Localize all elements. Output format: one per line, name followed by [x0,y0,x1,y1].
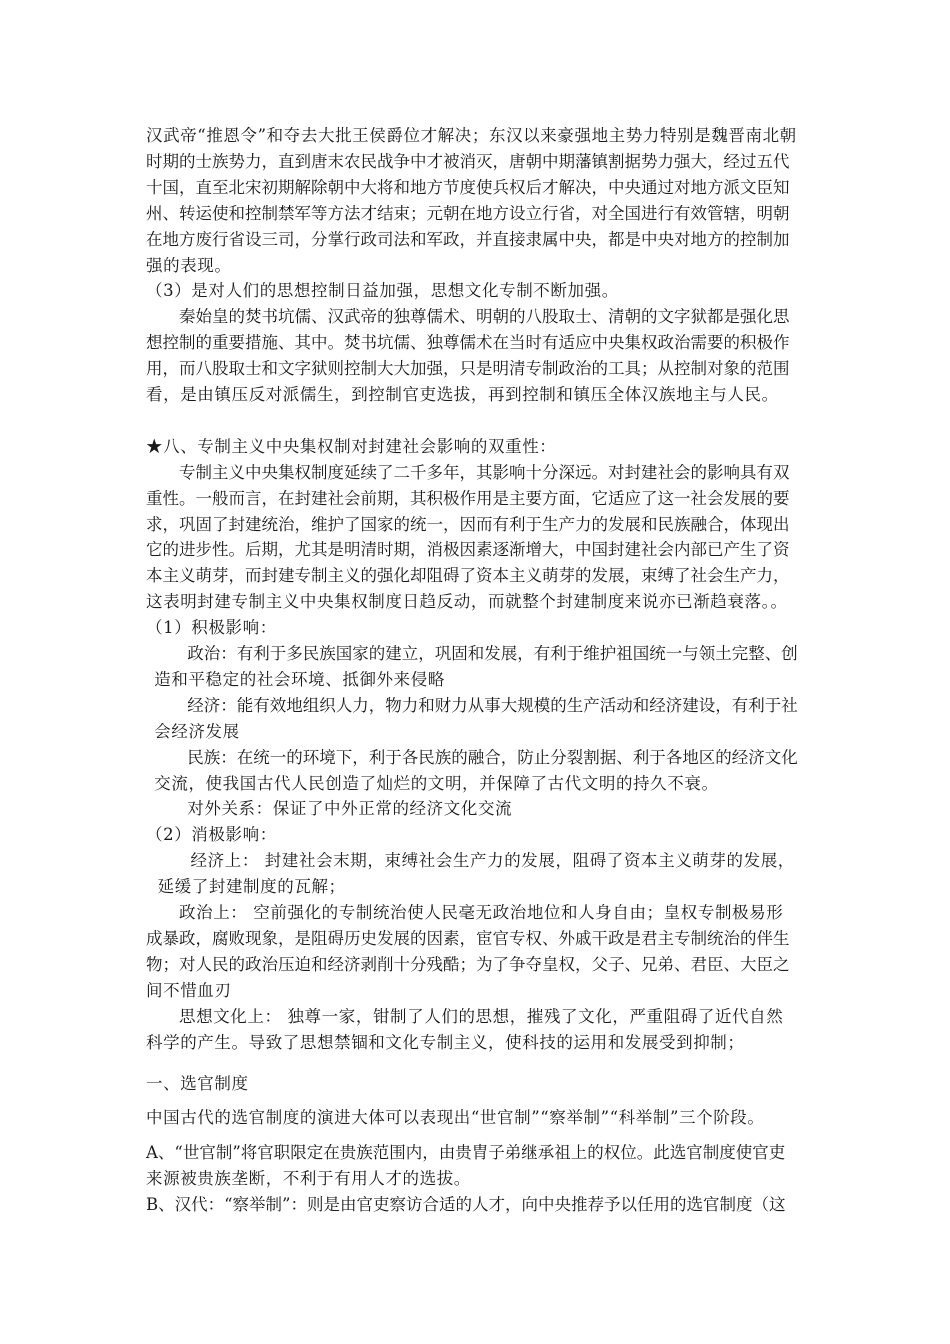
text-line: 专制主义中央集权制度延续了二千多年，其影响十分深远。对封建社会的影响具有双 [179,462,790,482]
text-line: ★八、专制主义中央集权制对封建社会影响的双重性： [146,436,557,456]
section-line-a2: 来源被贵族垄断，不利于有用人才的选拔。 [146,1169,471,1188]
text-line: 民族：在统一的环境下，利于各民族的融合，防止分裂割据、利于各地区的经济文化 [187,747,798,767]
text-line: 看，是由镇压反对派儒生，到控制官吏选拔，再到控制和镇压全体汉族地主与人民。 [146,385,779,404]
text-line: 成暴政，腐败现象，是阻碍历史发展的因素，宦官专权、外戚干政是君主专制统治的伴生 [146,928,790,948]
text-line: 汉武帝“推恩令”和夺去大批王侯爵位才解决；东汉以来豪强地主势力特别是魏晋南北朝 [146,126,797,145]
text-line: 秦始皇的焚书坑儒、汉武帝的独尊儒术、明朝的八股取士、清朝的文字狱都是强化思 [179,307,790,327]
text-line: 延缓了封建制度的瓦解； [157,877,346,897]
text-line: 在地方废行省设三司，分掌行政司法和军政，并直接隶属中央，都是中央对地方的控制加 [146,229,790,249]
text-line: 州、转运使和控制禁军等方法才结束；元朝在地方设立行省，对全国进行有效管辖，明朝 [146,203,790,223]
text-line: 交流，使我国古代人民创造了灿烂的文明，并保障了古代文明的持久不衰。 [154,773,719,793]
text-line: 政治：有利于多民族国家的建立，巩固和发展，有利于维护祖国统一与领土完整、创 [187,644,798,663]
section-line-b1: B、汉代：“察举制”：则是由官吏察访合适的人才，向中央推荐予以任用的选官制度（这 [146,1195,786,1214]
text-line: 强的表现。 [146,255,232,275]
text-line: 间不惜血刃 [146,980,232,1000]
text-line: 经济：能有效地组织人力，物力和财力从事大规模的生产活动和经济建设，有利于社 [187,695,798,715]
text-line: 经济上： 封建社会末期，束缚社会生产力的发展，阻碍了资本主义萌芽的发展， [190,851,795,871]
text-line: 对外关系：保证了中外正常的经济文化交流 [187,799,513,819]
section-line-a1: A、“世官制”将官职限定在贵族范围内，由贵胄子弟继承祖上的权位。此选官制度使官吏 [146,1143,786,1162]
text-line: 科学的产生。导致了思想禁锢和文化专制主义，使科技的运用和发展受到抑制； [146,1032,745,1052]
text-line: （3）是对人们的思想控制日益加强，思想文化专制不断加强。 [146,281,619,301]
text-line: 会经济发展 [154,721,240,741]
text-line: 造和平稳定的社会环境、抵御外来侵略 [154,669,445,689]
text-line: 重性。一般而言，在封建社会前期，其积极作用是主要方面，它适应了这一社会发展的要 [146,488,790,508]
text-line: 想控制的重要措施、其中。焚书坑儒、独尊儒术在当时有适应中央集权政治需要的积极作 [146,333,790,353]
text-line: （1）积极影响： [146,618,277,638]
text-line: 政治上： 空前强化的专制统治使人民毫无政治地位和人身自由；皇权专制极易形 [179,903,784,922]
text-line: 十国，直至北宋初期解除朝中大将和地方节度使兵权后才解决，中央通过对地方派文臣知 [146,177,790,197]
text-line: 物；对人民的政治压迫和经济剥削十分残酷；为了争夺皇权，父子、兄弟、君臣、大臣之 [146,954,790,974]
text-line: 用，而八股取士和文字狱则控制大大加强，只是明清专制政治的工具；从控制对象的范围 [146,359,790,379]
section-intro: 中国古代的选官制度的演进大体可以表现出“世官制”“察举制”“科举制”三个阶段。 [146,1108,765,1127]
text-line: 这表明封建专制主义中央集权制度日趋反动，而就整个封建制度来说亦已渐趋衰落。。 [146,592,788,612]
section-title: 一、选官制度 [146,1074,249,1093]
text-line: 它的进步性。后期，尤其是明清时期，消极因素逐渐增大，中国封建社会内部已产生了资 [146,540,790,560]
text-line: 时期的士族势力，直到唐末农民战争中才被消灭，唐朝中期藩镇割据势力强大，经过五代 [146,151,790,171]
text-line: 本主义萌芽，而封建专制主义的强化却阻碍了资本主义萌芽的发展，束缚了社会生产力， [146,566,790,586]
text-line: 求，巩固了封建统治，维护了国家的统一，因而有利于生产力的发展和民族融合，体现出 [146,514,790,534]
text-line: （2）消极影响： [146,825,277,845]
text-line: 思想文化上： 独尊一家，钳制了人们的思想，摧残了文化，严重阻碍了近代自然 [179,1006,784,1026]
